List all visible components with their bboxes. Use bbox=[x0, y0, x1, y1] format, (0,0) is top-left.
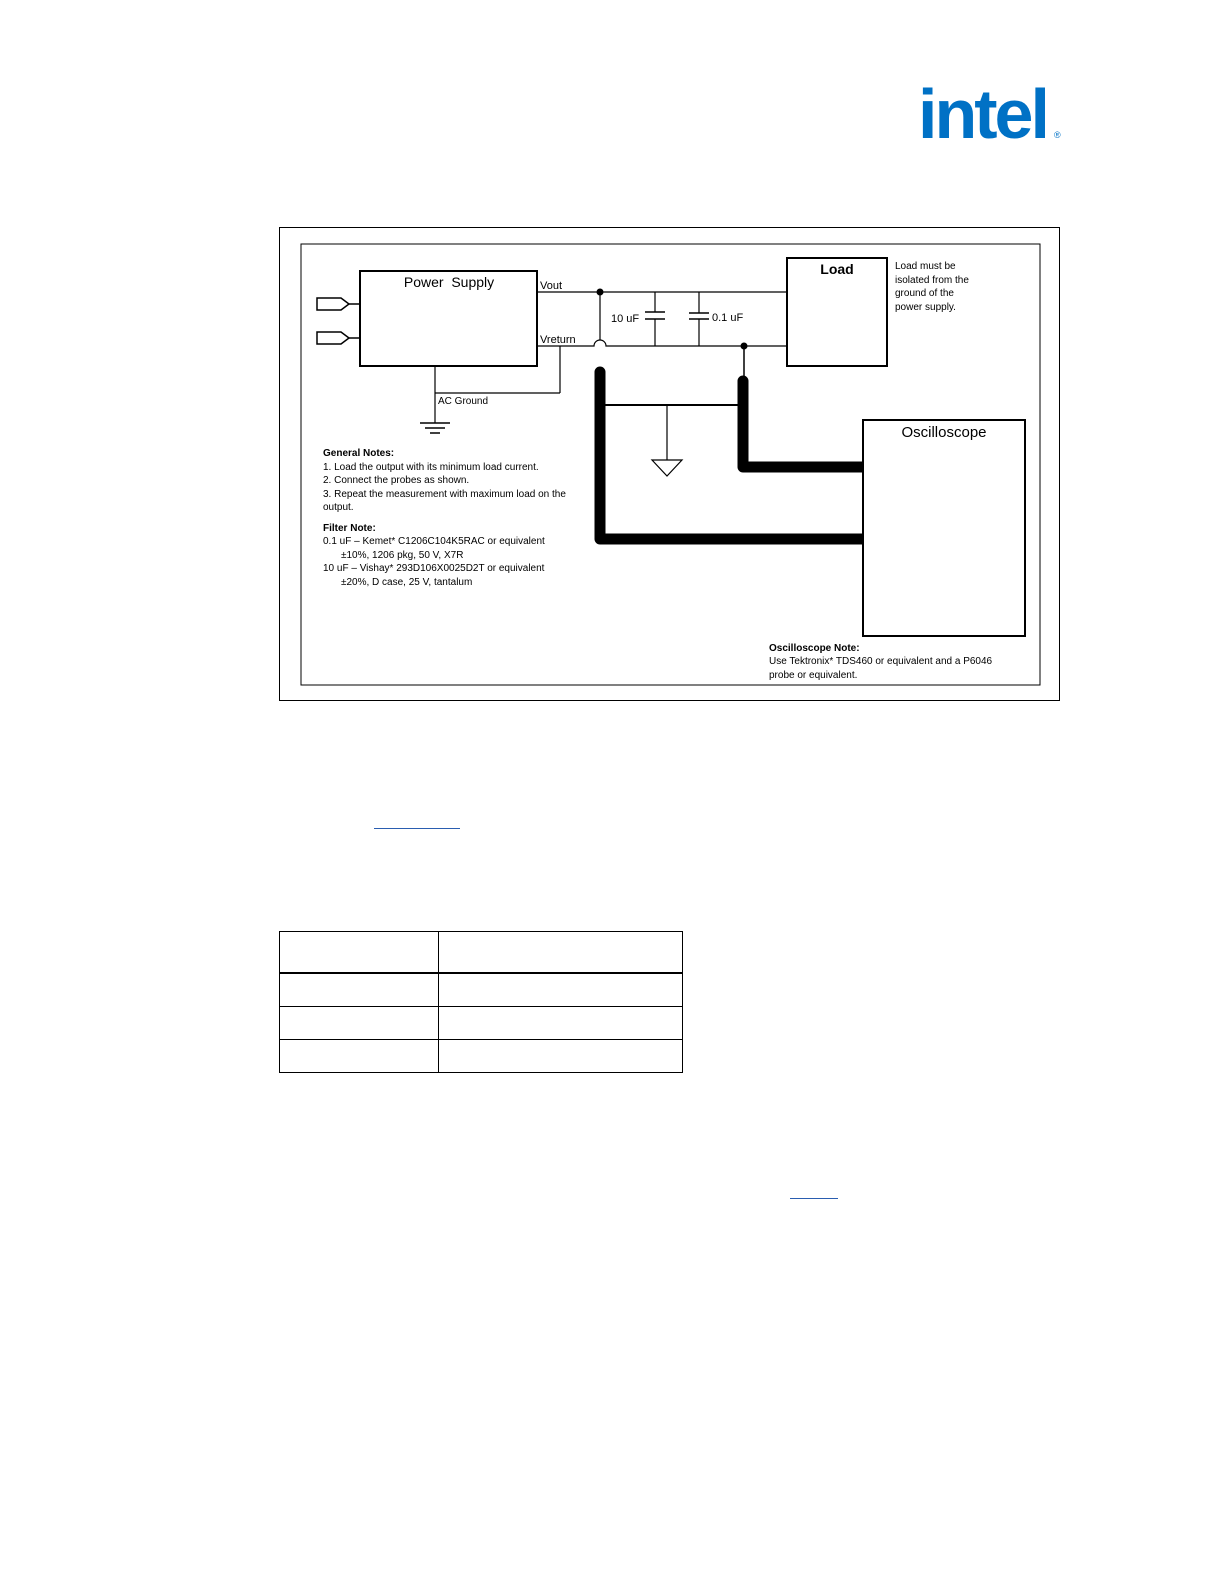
capacitor-0p1uf bbox=[689, 292, 709, 346]
capacitor-0p1uf-label: 0.1 uF bbox=[712, 312, 744, 324]
power-supply-label: Power Supply bbox=[403, 274, 495, 290]
table-cell bbox=[280, 973, 439, 1007]
capacitor-10uf-label: 10 uF bbox=[611, 313, 640, 325]
capacitor-10uf bbox=[645, 292, 665, 346]
load-note: Load must be isolated from the ground of the power supply. bbox=[895, 261, 969, 313]
load-label: Load bbox=[820, 261, 854, 277]
table-cell bbox=[280, 1007, 439, 1040]
filter-note-title: Filter Note: bbox=[323, 523, 376, 534]
table-header-row bbox=[280, 932, 683, 974]
input-connector-1 bbox=[317, 298, 360, 310]
test-setup-schematic bbox=[279, 227, 1060, 701]
table-header-cell bbox=[439, 932, 683, 974]
vreturn-probe-cable bbox=[743, 381, 863, 467]
table-row bbox=[280, 973, 683, 1007]
oscilloscope-label: Oscilloscope bbox=[901, 424, 987, 441]
cross-reference-link-2[interactable] bbox=[790, 1198, 838, 1199]
intel-logo-text: intel bbox=[918, 80, 1047, 144]
vout-probe-cable bbox=[600, 372, 863, 539]
table-cell bbox=[439, 973, 683, 1007]
general-notes-title: General Notes: bbox=[323, 448, 395, 459]
scope-note-title: Oscilloscope Note: bbox=[769, 643, 860, 654]
probe-ground-strap bbox=[605, 405, 738, 476]
oscilloscope-box bbox=[863, 420, 1025, 636]
general-notes: 1. Load the output with its minimum load current. 2. Connect the probes as shown. 3. Repeat the measurement with maximum load on the output. bbox=[323, 462, 566, 513]
table-header-cell bbox=[280, 932, 439, 974]
ac-ground-label: AC Ground bbox=[438, 396, 489, 407]
input-connector-2 bbox=[317, 332, 360, 344]
registered-mark: ® bbox=[1054, 130, 1061, 140]
vout-label: Vout bbox=[540, 280, 563, 292]
vreturn-label: Vreturn bbox=[540, 334, 576, 346]
spec-table bbox=[279, 931, 683, 1073]
filter-notes: 0.1 uF – Kemet* C1206C104K5RAC or equivalent ±10%, 1206 pkg, 50 V, X7R 10 uF – Vishay* 293D106X0025D2T or equivalent ±20%, D case, 25 V, tantalum bbox=[323, 536, 545, 588]
table-cell bbox=[439, 1007, 683, 1040]
cross-reference-link[interactable] bbox=[374, 828, 460, 829]
intel-logo bbox=[918, 80, 1068, 144]
table-row bbox=[280, 1040, 683, 1073]
scope-notes: Use Tektronix* TDS460 or equivalent and a P6046 probe or equivalent. bbox=[769, 656, 993, 681]
table-row bbox=[280, 1007, 683, 1040]
table-cell bbox=[280, 1040, 439, 1073]
table-cell bbox=[439, 1040, 683, 1073]
ac-ground-wiring bbox=[420, 346, 560, 433]
